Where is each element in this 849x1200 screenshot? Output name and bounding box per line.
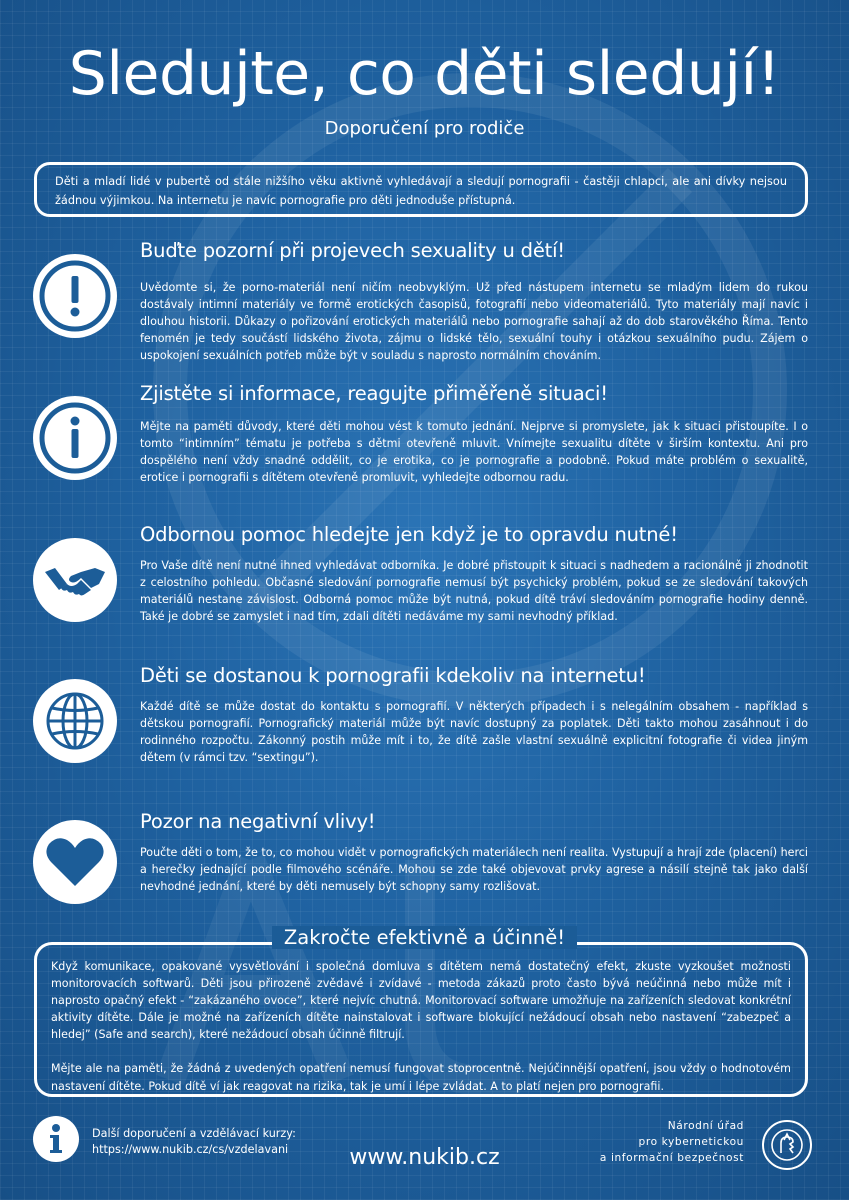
page-title: Sledujte, co děti sledují! — [68, 39, 781, 109]
org-line-2: pro kybernetickou — [638, 1136, 744, 1148]
org-line-1: Národní úřad — [667, 1120, 744, 1132]
section-5-body: Poučte děti o tom, že to, co mohou vidět v pornografických materiálech není realita. Vystupují a hrají zde (placení) herci a herečky jednající podle filmového scénáře. Mohou se zde také objevovat prvky agrese a násilí stejně tak jako další nevhodné jednání, které by děti nemusely být schopny samy rozlišovat. — [140, 846, 808, 894]
section-2-body: Mějte na paměti důvody, které děti mohou vést k tomuto jednání. Nejprve si promyslete, jak k situaci přistoupíte. I o tomto “intimním” tématu je potřeba s dětmi otevřeně mluvit. Vnímejte sexualitu dítěte v širším kontextu. Ani pro dospělého není vždy snadné oddělit, co je erotika, co je pornografie a podobně. Pokud máte problém o sexualitě, erotice i pornografii s dítětem otevřeně promluvit, vyhledejte odbornou radu. — [140, 420, 808, 485]
footer-courses-link[interactable]: https://www.nukib.cz/cs/vzdelavani — [92, 1143, 289, 1156]
section-2-title: Zjistěte si informace, reagujte přiměřeně situaci! — [140, 382, 608, 405]
lion-emblem-icon — [762, 1120, 812, 1170]
section-1-title: Buďte pozorní při projevech sexuality u dětí! — [140, 239, 565, 262]
section-3-title: Odbornou pomoc hledejte jen když je to opravdu nutné! — [140, 523, 678, 546]
section-4-body: Každé dítě se může dostat do kontaktu s pornografií. V některých případech i s nelegálním obsahem - například s dětskou pornografií. Pornografický materiál může být navíc dostupný za poplatek. Děti takto mohou zasáhnout i do rodinného rozpočtu. Zákonný postih může mít i to, že dítě zašle vlastní sexuálně explicitní fotografie či videa jiným dětem (v rámci tzv. “sextingu”). — [140, 700, 808, 765]
action-paragraph-1: Když komunikace, opakované vysvětlování i společná domluva s dítětem nemá dostatečný efekt, zkuste vyzkoušet možnosti monitorovacích softwarů. Děti jsou přirozeně zvědavé i zvídavé - metoda zákazů proto často bývá neúčinná nebo může mít i naprosto opačný efekt - “zakázaného ovoce”, které nejvíc chutná. Monitorovací software umožňuje na zařízeních sledovat konkrétní aktivity dítěte. Dále je možné na zařízeních dítěte nainstalovat i software blokující nežádoucí obsah nebo nastavení “zabezpeč a hledej” (Safe and search), které nežádoucí obsah účinně filtrují. — [51, 960, 791, 1042]
footer-courses-label: Další doporučení a vzdělávací kurzy: — [92, 1127, 296, 1140]
handshake-icon — [33, 538, 117, 622]
page-subtitle: Doporučení pro rodiče — [324, 118, 525, 139]
globe-icon — [33, 679, 117, 763]
action-box — [34, 942, 808, 1097]
action-title-wrap — [0, 924, 849, 952]
footer-website-link[interactable]: www.nukib.cz — [349, 1145, 500, 1170]
intro-box — [34, 162, 808, 217]
section-3-body: Pro Vaše dítě není nutné ihned vyhledávat odborníka. Je dobré přistoupit k situaci s nadhedem a racionálně ji zhodnotit z celostního pohledu. Občasné sledování pornografie nemusí být psychický problém, pokud se ze sledování takových materiálů nestane závislost. Odborná pomoc může být nutná, pokud dítě tráví sledováním pornografie hodiny denně. Také je dobré se zamyslet i nad tím, zdali dítěti nedáváme my sami nevhodný příklad. — [140, 559, 808, 624]
org-line-3: a informační bezpečnost — [599, 1152, 744, 1164]
intro-text: Děti a mladí lidé v pubertě od stále nižšího věku aktivně vyhledávají a sledují pornografii - častěji chlapci, ale ani dívky nejsou žádnou výjimkou. Na internetu je navíc pornografie pro děti jednoduše přístupná. — [55, 175, 787, 207]
info-icon — [33, 396, 117, 480]
section-1-body: Uvědomte si, že porno-materiál není ničím neobvyklým. Už před nástupem internetu se mladým lidem do rukou dostávaly intimní materiály ve formě erotických časopisů, fotografií nebo videomateriálů. Tyto materiály mají navíc i dlouhou historii. Důkazy o pořizování erotických materiálů nebo pornografie sahají až do dob starověkého Říma. Tento fenomén je tedy součástí lidského života, zájmu o lidské tělo, sexuální touhy i otázkou sexuálního pudu. Zájem o uspokojení sexuálních potřeb může být v souladu s naprosto normálním chováním. — [140, 281, 808, 363]
heart-icon — [33, 820, 117, 904]
action-paragraph-2: Mějte ale na paměti, že žádná z uvedených opatření nemusí fungovat stoprocentně. Nejúčinnější opatření, jsou vždy o hodnotovém nastavení dítěte. Pokud dítě ví jak reagovat na rizika, tak je umí i lépe zvládat. A to platí nejen pro pornografii. — [51, 1062, 791, 1093]
section-5-title: Pozor na negativní vlivy! — [140, 810, 376, 833]
action-title: Zakročte efektivně a účinně! — [272, 926, 577, 949]
footer-organization — [600, 1118, 744, 1166]
exclamation-icon — [33, 254, 117, 338]
section-4-title: Děti se dostanou k pornografii kdekoliv na internetu! — [140, 664, 646, 687]
